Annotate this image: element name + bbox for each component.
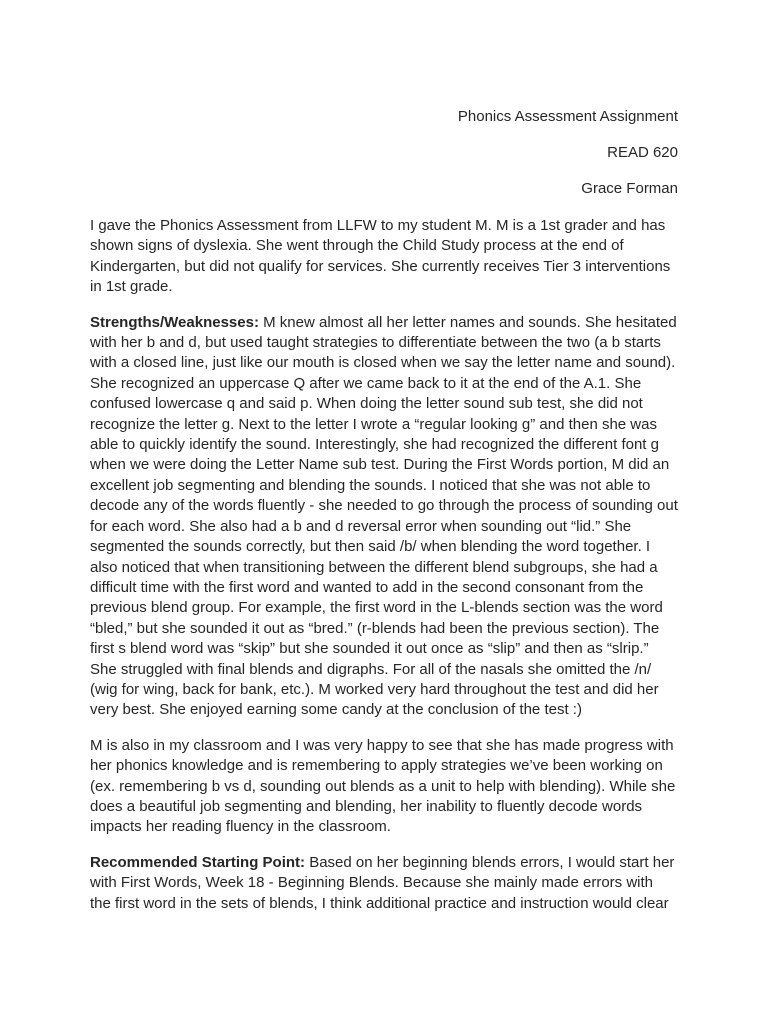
- document-page: [90, 0, 678, 1024]
- strengths-paragraph: [90, 313, 678, 721]
- recommended-text: Based on her beginning blends errors, I would start her with First Words, Week 18 - Beginning Blends. Because she mainly made errors with the first word in the sets of blends, I think additional practice and instruction would clear: [90, 853, 675, 912]
- document-title: Phonics Assessment Assignment: [457, 108, 678, 125]
- document-body: [90, 216, 678, 929]
- strengths-heading: Strengths/Weaknesses:: [90, 313, 259, 331]
- author-name: Grace Forman: [581, 180, 678, 197]
- classroom-paragraph: M is also in my classroom and I was very happy to see that she has made progress with her phonics knowledge and is remembering to apply strategies we’ve been working on (ex. remembering b vs d, sounding out blends as a unit to help with blending). While she does a beautiful job segmenting and blending, her inability to fluently decode words impacts her reading fluency in the classroom.: [90, 736, 676, 836]
- intro-paragraph: I gave the Phonics Assessment from LLFW to my student M. M is a 1st grader and has shown signs of dyslexia. She went through the Child Study process at the end of Kindergarten, but did not qualify for services. She currently receives Tier 3 interventions in 1st grade.: [90, 217, 671, 296]
- recommended-heading: Recommended Starting Point:: [90, 853, 306, 871]
- recommended-paragraph: [90, 853, 678, 914]
- course-code: READ 620: [607, 144, 678, 161]
- strengths-text: M knew almost all her letter names and sounds. She hesitated with her b and d, but used taught strategies to differentiate between the two (a b starts with a closed line, just like our mouth is closed when we say the letter name and sound). She recognized an uppercase Q after we came back to it at the end of the A.1. She confused lowercase q and said p. When doing the letter sound sub test, she did not recognize the letter g. Next to the letter I wrote a “regular looking g” and then she was able to quickly identify the sound. Interestingly, she had recognized the different font g when we were doing the Letter Name sub test. During the First Words portion, M did an excellent job segmenting and blending the sounds. I noticed that she was not able to decode any of the words fluently - she needed to go through the process of sounding out for each word. She also had a b and d reversal error when sounding out “lid.” She segmented the sounds correctly, but then said /b/ when blending the word together. I also noticed that when transitioning between the different blend subgroups, she had a difficult time with the first word and wanted to add in the second consonant from the previous blend group. For example, the first word in the L-blends section was the word “bled,” but she sounded it out as “bred.” (r-blends had been the previous section). The first s blend word was “skip” but she sounded it out once as “slip” and then as “slrip.” She struggled with final blends and digraphs. For all of the nasals she omitted the /n/ (wig for wing, back for bank, etc.). M worked very hard throughout the test and did her very best. She enjoyed earning some candy at the conclusion of the test :): [90, 313, 678, 719]
